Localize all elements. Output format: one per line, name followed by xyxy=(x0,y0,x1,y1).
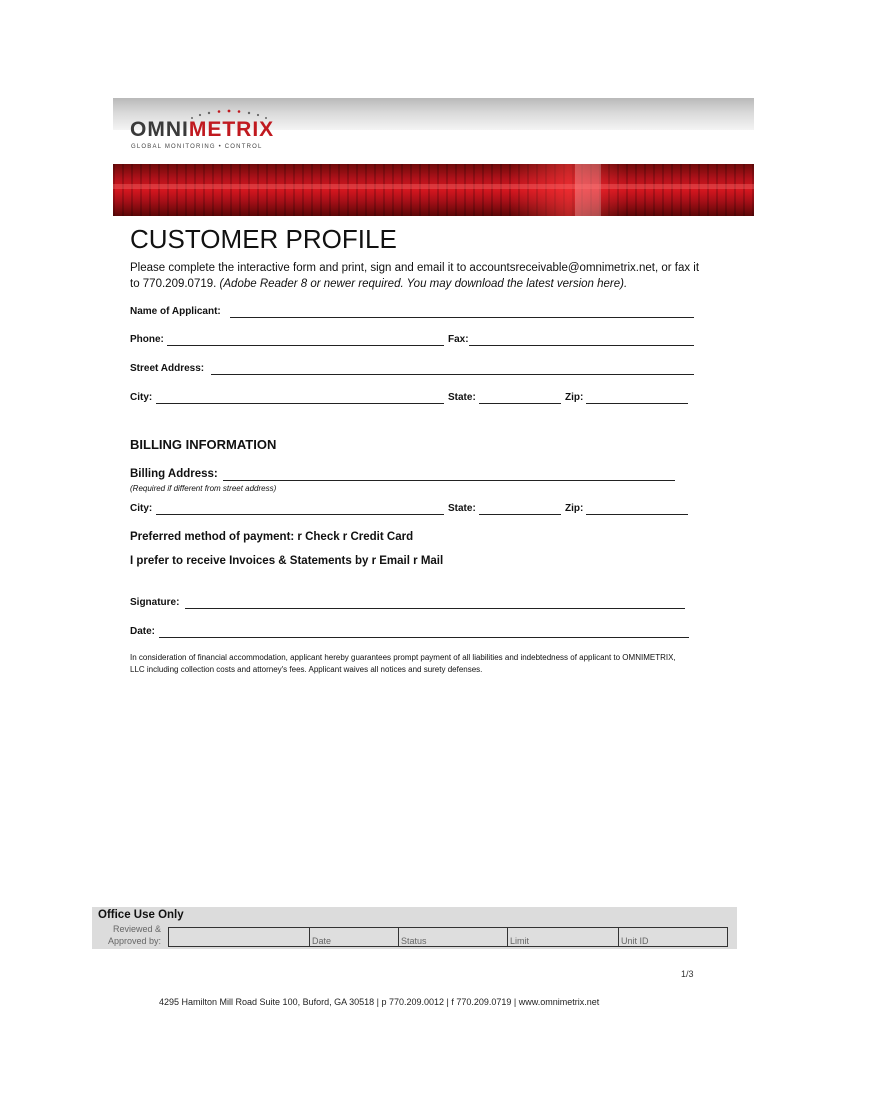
logo-wordmark: OMNIMETRIX xyxy=(130,118,275,141)
office-unit-id-cell[interactable]: Unit ID xyxy=(618,928,727,946)
office-date-cell[interactable]: Date xyxy=(309,928,398,946)
street-label: Street Address: xyxy=(130,363,205,374)
street-field[interactable] xyxy=(211,374,694,375)
guarantee-fine-print: In consideration of financial accommodation, applicant hereby guarantees prompt payment of all liabilities and indebtedness of applicant to OMNIMETRIX, LLC including collection costs and attorney's fees. Applicant waives all notices and surety defenses. xyxy=(130,653,676,674)
phone-field[interactable] xyxy=(167,345,444,346)
logo-tagline: GLOBAL MONITORING • CONTROL xyxy=(131,144,263,150)
office-limit-cell[interactable]: Limit xyxy=(507,928,618,946)
red-banner xyxy=(113,164,754,216)
approved-by-cell[interactable] xyxy=(169,928,309,946)
office-use-title: Office Use Only xyxy=(98,909,184,921)
billing-address-label: Billing Address: xyxy=(130,468,218,480)
signature-label: Signature: xyxy=(130,597,180,608)
page-number: 1/3 xyxy=(681,969,694,979)
billing-zip-label: Zip: xyxy=(565,503,584,514)
state-field[interactable] xyxy=(479,403,561,404)
state-label: State: xyxy=(448,392,476,403)
invoice-delivery-text: I prefer to receive Invoices & Statements by r Email r Mail xyxy=(130,555,444,567)
zip-label: Zip: xyxy=(565,392,584,403)
intro-instructions: Please complete the interactive form and print, sign and email it to accountsreceivable@omnimetrix.net, or fax it to 770.209.0719. xyxy=(130,262,700,290)
billing-address-note: (Required if different from street address) xyxy=(130,484,277,493)
name-field[interactable] xyxy=(230,317,694,318)
intro-text xyxy=(130,260,710,292)
zip-field[interactable] xyxy=(586,403,688,404)
office-status-cell[interactable]: Status xyxy=(398,928,507,946)
name-label: Name of Applicant: xyxy=(130,306,221,317)
billing-city-field[interactable] xyxy=(156,514,444,515)
omnimetrix-logo xyxy=(130,106,330,156)
date-field[interactable] xyxy=(159,637,689,638)
intro-note: (Adobe Reader 8 or newer required. You may download the latest version here). xyxy=(219,278,628,290)
footer-address: 4295 Hamilton Mill Road Suite 100, Buford, GA 30518 | p 770.209.0012 | f 770.209.0719 | www.omnimetrix.net xyxy=(159,997,600,1007)
billing-address-field[interactable] xyxy=(223,480,675,481)
billing-zip-field[interactable] xyxy=(586,514,688,515)
billing-section-title: BILLING INFORMATION xyxy=(130,437,277,452)
phone-label: Phone: xyxy=(130,334,164,345)
page-title: CUSTOMER PROFILE xyxy=(130,224,397,254)
billing-state-field[interactable] xyxy=(479,514,561,515)
fax-label: Fax: xyxy=(448,334,469,345)
city-label: City: xyxy=(130,392,153,403)
date-label: Date: xyxy=(130,626,156,637)
billing-state-label: State: xyxy=(448,503,476,514)
city-field[interactable] xyxy=(156,403,444,404)
billing-city-label: City: xyxy=(130,503,153,514)
fax-field[interactable] xyxy=(469,345,694,346)
reviewed-approved-label: Reviewed & Approved by: xyxy=(107,924,161,946)
signature-field[interactable] xyxy=(185,608,685,609)
payment-method-text: Preferred method of payment: r Check r Credit Card xyxy=(130,531,414,543)
office-use-table xyxy=(168,927,728,947)
